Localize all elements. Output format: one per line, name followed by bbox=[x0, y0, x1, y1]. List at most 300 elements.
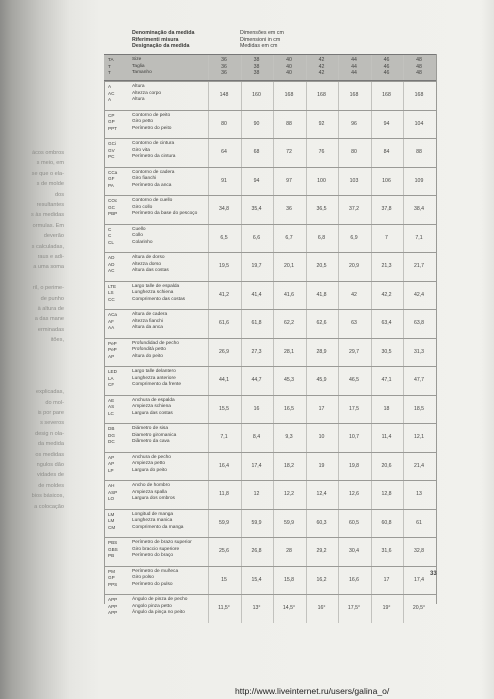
size-value: 44 bbox=[351, 70, 357, 77]
column-divider bbox=[403, 55, 404, 80]
column-divider bbox=[371, 424, 372, 452]
measurement-value: 6,6 bbox=[252, 234, 261, 241]
column-divider bbox=[208, 253, 209, 281]
row-abbreviations bbox=[108, 170, 132, 190]
column-divider bbox=[273, 396, 274, 424]
column-divider bbox=[306, 196, 307, 224]
measurement-value: 19,8 bbox=[348, 462, 360, 469]
abbreviation: GP bbox=[108, 119, 115, 125]
abbreviation: A bbox=[108, 84, 112, 89]
abbreviation: GV bbox=[108, 147, 115, 153]
measurement-value: 27,3 bbox=[251, 348, 262, 355]
size-value: 44 bbox=[351, 57, 357, 63]
size-value: 38 bbox=[253, 57, 260, 63]
measure-name: Lunghezza schiena bbox=[132, 290, 174, 296]
measurement-value: 80 bbox=[221, 120, 227, 127]
column-divider bbox=[403, 396, 404, 424]
column-divider bbox=[208, 481, 209, 509]
margin-text-line: de punho bbox=[40, 295, 64, 302]
table-frame-right bbox=[436, 54, 437, 604]
measure-name: Altezza dorso bbox=[132, 261, 162, 267]
measure-name: Diâmetro da cava bbox=[132, 439, 170, 445]
column-divider bbox=[371, 481, 372, 509]
measurement-value: 28,1 bbox=[283, 348, 295, 355]
row-labels bbox=[132, 398, 206, 418]
measurement-row bbox=[104, 537, 436, 566]
measurement-value: 42,4 bbox=[413, 291, 425, 298]
column-divider bbox=[403, 139, 404, 167]
measurement-value: 96 bbox=[351, 120, 357, 127]
margin-text-line: a uma soma bbox=[33, 264, 64, 271]
measurement-value: 30,4 bbox=[348, 548, 360, 555]
row-labels bbox=[132, 227, 206, 247]
measurement-value: 18,2 bbox=[283, 462, 295, 469]
row-values bbox=[208, 82, 436, 110]
column-divider bbox=[338, 453, 339, 481]
measurement-value: 14,5° bbox=[282, 605, 296, 612]
measurement-value: 20,5° bbox=[412, 605, 426, 612]
measure-name: Angolo pinza petto bbox=[132, 603, 172, 609]
row-abbreviations bbox=[108, 84, 132, 104]
measure-name: Taglia bbox=[132, 63, 145, 69]
source-watermark: http://www.liveinternet.ru/users/galina_o/ bbox=[235, 686, 390, 696]
column-divider bbox=[208, 453, 209, 481]
measurement-value: 41,2 bbox=[218, 291, 230, 298]
column-divider bbox=[241, 55, 242, 80]
measurement-value: 45,9 bbox=[316, 377, 327, 384]
measure-name: Contorno de cintura bbox=[132, 141, 175, 146]
margin-text-line: ácos ombros bbox=[31, 150, 64, 156]
measurement-value: 17 bbox=[318, 405, 325, 412]
measurement-value: 97 bbox=[286, 177, 292, 184]
row-abbreviations bbox=[108, 312, 132, 332]
measurement-value: 88 bbox=[416, 149, 422, 156]
row-labels bbox=[132, 141, 206, 161]
measure-name: Ampiezza spalla bbox=[132, 489, 167, 495]
measurement-value: 15,4 bbox=[251, 576, 262, 583]
measure-name: Comprimento das costas bbox=[132, 296, 186, 302]
column-divider bbox=[241, 510, 242, 538]
row-values bbox=[208, 310, 436, 338]
abbreviation: T bbox=[108, 70, 111, 76]
measurement-value: 9,3 bbox=[285, 434, 293, 441]
column-divider bbox=[338, 396, 339, 424]
abbreviation: LC bbox=[108, 410, 114, 416]
column-divider bbox=[273, 55, 274, 80]
row-abbreviations bbox=[108, 426, 132, 446]
column-divider bbox=[273, 196, 274, 224]
measure-name: Altura de cadera bbox=[132, 312, 168, 317]
measurement-row bbox=[104, 452, 436, 481]
measure-name: Contorno de cadera bbox=[132, 169, 175, 175]
column-divider bbox=[338, 168, 339, 196]
measurement-value: 160 bbox=[252, 92, 261, 99]
abbreviation: AD bbox=[108, 261, 115, 267]
measure-name: Giro vita bbox=[132, 147, 150, 153]
measure-name: Largo talle de espalda bbox=[132, 283, 180, 289]
measurement-value: 19,7 bbox=[251, 263, 262, 270]
measurement-row bbox=[104, 423, 436, 452]
abbreviation: T bbox=[108, 63, 111, 69]
row-labels bbox=[132, 255, 206, 275]
abbreviation: CL bbox=[108, 239, 114, 245]
column-divider bbox=[241, 253, 242, 281]
measurement-value: 42 bbox=[351, 291, 357, 298]
measurement-row bbox=[104, 594, 436, 623]
row-abbreviations bbox=[108, 483, 132, 503]
column-divider bbox=[208, 367, 209, 395]
size-value: 38 bbox=[253, 63, 260, 70]
measurement-value: 13° bbox=[252, 605, 261, 612]
column-divider bbox=[338, 424, 339, 452]
size-value: 38 bbox=[253, 70, 260, 77]
column-divider bbox=[208, 111, 209, 139]
measurement-value: 21,7 bbox=[413, 263, 425, 270]
column-divider bbox=[241, 82, 242, 110]
column-divider bbox=[403, 82, 404, 110]
measurement-value: 46,5 bbox=[348, 377, 360, 384]
column-divider bbox=[371, 253, 372, 281]
row-labels bbox=[132, 198, 206, 218]
abbreviation: ASP bbox=[108, 489, 118, 495]
row-labels bbox=[132, 170, 206, 190]
column-divider bbox=[306, 538, 307, 566]
abbreviation: GCi bbox=[108, 141, 116, 146]
abbreviation: GC bbox=[108, 204, 115, 210]
measurement-value: 84 bbox=[383, 149, 390, 156]
measure-name: Collo bbox=[132, 233, 143, 239]
margin-text-line: desig n ola- bbox=[35, 430, 64, 437]
column-divider bbox=[306, 111, 307, 139]
measurement-value: 168 bbox=[284, 92, 294, 99]
size-value: 36 bbox=[221, 63, 227, 70]
abbreviation: ACa bbox=[108, 312, 117, 317]
row-values bbox=[208, 196, 436, 224]
measure-name: Size bbox=[132, 57, 142, 62]
column-divider bbox=[403, 481, 404, 509]
measurement-row bbox=[104, 338, 436, 367]
measurement-value: 64 bbox=[221, 149, 227, 156]
row-labels bbox=[132, 312, 206, 332]
row-abbreviations bbox=[108, 57, 132, 77]
measurement-value: 20,1 bbox=[283, 263, 295, 270]
measure-name: Giro braccio superiore bbox=[132, 546, 180, 552]
measurement-value: 11,4 bbox=[381, 434, 392, 441]
margin-text-line: de moldes bbox=[38, 482, 64, 489]
measurement-value: 36,5 bbox=[316, 206, 327, 213]
column-divider bbox=[371, 225, 372, 253]
column-divider bbox=[403, 310, 404, 338]
size-row bbox=[104, 54, 436, 81]
margin-text-line: da medida bbox=[37, 441, 64, 448]
measure-name: Ángulo de pinza de pecho bbox=[132, 597, 188, 602]
abbreviation: AC bbox=[108, 268, 115, 274]
column-divider bbox=[306, 139, 307, 167]
abbreviation: DC bbox=[108, 439, 115, 445]
row-labels bbox=[132, 483, 206, 503]
column-divider bbox=[338, 196, 339, 224]
row-values bbox=[208, 424, 436, 452]
column-divider bbox=[403, 168, 404, 196]
margin-text-line: resultantes bbox=[36, 202, 64, 208]
measure-name: Perímetro da cintura bbox=[132, 154, 176, 160]
measure-name: Lunghezza manica bbox=[132, 518, 173, 524]
measure-name: Ancho de hombro bbox=[132, 483, 170, 488]
measurement-value: 6,8 bbox=[317, 234, 326, 241]
row-values bbox=[208, 481, 436, 509]
measurement-value: 76 bbox=[318, 149, 325, 156]
column-divider bbox=[338, 538, 339, 566]
measurement-value: 21,3 bbox=[381, 263, 392, 270]
measure-name: Altura do peito bbox=[132, 353, 163, 359]
row-abbreviations bbox=[108, 512, 132, 532]
column-divider bbox=[338, 339, 339, 367]
header-dimensions-pt: Medidas em cm bbox=[240, 43, 278, 50]
column-divider bbox=[208, 567, 209, 595]
row-values bbox=[208, 168, 436, 196]
column-divider bbox=[403, 339, 404, 367]
measurement-value: 25,6 bbox=[218, 548, 230, 555]
measure-name: Ampiezza schiena bbox=[132, 404, 171, 410]
margin-text-line: a colocação bbox=[34, 503, 64, 510]
measurement-value: 17,5 bbox=[348, 405, 360, 412]
measurement-value: 59,9 bbox=[218, 519, 230, 526]
measurement-value: 45,3 bbox=[283, 377, 295, 384]
column-divider bbox=[371, 396, 372, 424]
column-divider bbox=[306, 55, 307, 80]
column-divider bbox=[241, 139, 242, 167]
column-divider bbox=[371, 168, 372, 196]
column-divider bbox=[273, 595, 274, 623]
abbreviation: LM bbox=[108, 511, 115, 517]
measurement-row bbox=[104, 138, 436, 167]
measurement-value: 11,8 bbox=[219, 491, 229, 498]
abbreviation: CM bbox=[108, 524, 116, 530]
measurement-table bbox=[104, 54, 436, 623]
measurement-value: 168 bbox=[317, 92, 326, 99]
measurement-value: 20,5 bbox=[316, 263, 327, 270]
margin-text-line: vidades de bbox=[36, 472, 64, 479]
column-divider bbox=[208, 595, 209, 623]
measurement-value: 6,5 bbox=[220, 234, 228, 241]
row-labels bbox=[132, 512, 206, 532]
abbreviation: AA bbox=[108, 325, 115, 331]
column-divider bbox=[241, 282, 242, 310]
measure-name: Perímetro de muñeca bbox=[132, 568, 179, 574]
measure-name: Largura das costas bbox=[132, 410, 173, 416]
abbreviation: AP bbox=[108, 461, 115, 467]
measurement-value: 94 bbox=[383, 120, 390, 127]
column-divider bbox=[273, 139, 274, 167]
column-divider bbox=[371, 111, 372, 139]
column-divider bbox=[208, 282, 209, 310]
column-divider bbox=[241, 424, 242, 452]
row-abbreviations bbox=[108, 455, 132, 475]
measurement-value: 63,4 bbox=[381, 320, 392, 327]
measurement-value: 94 bbox=[253, 177, 260, 184]
abbreviation: CF bbox=[108, 382, 115, 388]
measurement-value: 38,4 bbox=[413, 206, 425, 213]
measurement-value: 8,4 bbox=[252, 434, 261, 441]
abbreviation: PeP bbox=[108, 347, 117, 353]
abbreviation: LS bbox=[108, 290, 114, 296]
measurement-value: 80 bbox=[351, 149, 357, 156]
column-divider bbox=[338, 139, 339, 167]
abbreviation: PA bbox=[108, 182, 114, 188]
measure-name: Perímetro de brazo superior bbox=[132, 540, 192, 545]
column-divider bbox=[273, 538, 274, 566]
row-abbreviations bbox=[108, 540, 132, 560]
header-measure-it: Riferimenti misura bbox=[132, 36, 179, 43]
column-divider bbox=[273, 111, 274, 139]
measure-name: Anchura de espalda bbox=[132, 397, 175, 403]
measurement-value: 17,4 bbox=[251, 462, 262, 469]
column-divider bbox=[241, 339, 242, 367]
measurement-value: 31,6 bbox=[381, 548, 392, 555]
measurement-row bbox=[104, 309, 436, 338]
column-divider bbox=[306, 225, 307, 253]
measurement-value: 35,4 bbox=[251, 206, 262, 213]
column-divider bbox=[241, 538, 242, 566]
column-divider bbox=[371, 282, 372, 310]
size-value: 40 bbox=[286, 57, 292, 63]
column-divider bbox=[241, 196, 242, 224]
row-labels bbox=[132, 569, 206, 589]
measurement-value: 47,7 bbox=[413, 377, 425, 384]
column-divider bbox=[241, 111, 242, 139]
column-divider bbox=[403, 225, 404, 253]
row-values bbox=[208, 139, 436, 167]
margin-text-line: dos bbox=[54, 191, 64, 198]
column-divider bbox=[306, 510, 307, 538]
margin-text-line: erminadas bbox=[37, 326, 64, 333]
measurement-value: 16 bbox=[253, 405, 260, 412]
column-divider bbox=[273, 567, 274, 595]
column-divider bbox=[306, 424, 307, 452]
column-divider bbox=[371, 510, 372, 538]
measurement-value: 90 bbox=[253, 120, 260, 127]
column-divider bbox=[338, 510, 339, 538]
measure-name: Altura das costas bbox=[132, 268, 169, 274]
measure-name: Altura da anca bbox=[132, 325, 163, 331]
size-value: 40 bbox=[286, 63, 292, 70]
measurement-value: 62,6 bbox=[316, 320, 327, 327]
measure-name: Altura bbox=[132, 84, 145, 89]
abbreviation: CCa bbox=[108, 169, 118, 175]
margin-text-line: ngulos dão bbox=[36, 462, 64, 468]
header-dimensions-es: Dimensões em cm bbox=[240, 30, 284, 36]
measure-name: Anchura de pecho bbox=[132, 454, 171, 460]
abbreviation: PC bbox=[108, 154, 115, 160]
row-labels bbox=[132, 284, 206, 304]
measurement-value: 34,8 bbox=[218, 206, 230, 213]
column-divider bbox=[273, 339, 274, 367]
abbreviation: DG bbox=[108, 432, 115, 438]
column-divider bbox=[338, 253, 339, 281]
measurement-row bbox=[104, 395, 436, 424]
measurement-value: 28 bbox=[286, 548, 292, 555]
abbreviation: PBS bbox=[108, 540, 118, 545]
abbreviation: C bbox=[108, 233, 112, 239]
abbreviation: TA bbox=[108, 57, 114, 62]
size-value: 48 bbox=[416, 63, 422, 70]
measure-name: Ampiezza petto bbox=[132, 461, 166, 467]
column-divider bbox=[371, 538, 372, 566]
column-divider bbox=[403, 453, 404, 481]
measurement-value: 61 bbox=[416, 519, 422, 526]
abbreviation: LA bbox=[108, 375, 114, 381]
margin-text-line: raus e adi- bbox=[37, 254, 64, 260]
row-abbreviations bbox=[108, 255, 132, 275]
column-divider bbox=[241, 168, 242, 196]
abbreviation: PPS bbox=[108, 581, 118, 587]
margin-text-line: bios básicos, bbox=[31, 493, 64, 500]
abbreviation: A bbox=[108, 97, 112, 103]
measurement-value: 29,2 bbox=[316, 548, 327, 555]
margin-text-line: a das mane bbox=[34, 316, 64, 323]
column-divider bbox=[371, 339, 372, 367]
column-divider bbox=[241, 396, 242, 424]
abbreviation: AE bbox=[108, 397, 115, 403]
abbreviation: COc bbox=[108, 198, 118, 203]
abbreviation: LP bbox=[108, 467, 114, 473]
row-labels bbox=[132, 113, 206, 133]
margin-text-line: s calculadas, bbox=[31, 243, 64, 250]
measurement-value: 168 bbox=[414, 92, 424, 99]
measurement-value: 10,7 bbox=[348, 434, 360, 441]
abbreviation: CC bbox=[108, 296, 115, 302]
row-abbreviations bbox=[108, 369, 132, 389]
size-value: 42 bbox=[318, 70, 325, 77]
margin-text-line: do mol- bbox=[45, 399, 64, 406]
row-abbreviations bbox=[108, 113, 132, 133]
column-divider bbox=[306, 481, 307, 509]
measurement-value: 15,8 bbox=[283, 576, 295, 583]
column-divider bbox=[273, 367, 274, 395]
measure-name: Altura de dorso bbox=[132, 255, 165, 260]
measure-name: Altezza corpo bbox=[132, 90, 162, 96]
column-divider bbox=[403, 595, 404, 623]
column-divider bbox=[241, 367, 242, 395]
column-divider bbox=[403, 196, 404, 224]
row-values bbox=[208, 225, 436, 253]
size-value: 44 bbox=[351, 63, 357, 70]
measure-name: Largo talle delantero bbox=[132, 369, 176, 374]
margin-text-line: s de molde bbox=[36, 181, 64, 188]
measure-name: Giro collo bbox=[132, 204, 153, 210]
column-divider bbox=[208, 225, 209, 253]
column-divider bbox=[208, 396, 209, 424]
abbreviation: APP bbox=[108, 610, 118, 616]
header-measure-names bbox=[132, 30, 194, 50]
measurement-value: 47,1 bbox=[381, 377, 392, 384]
column-divider bbox=[208, 139, 209, 167]
measurement-value: 19,5 bbox=[218, 263, 230, 270]
measurement-value: 12,2 bbox=[283, 491, 295, 498]
column-divider bbox=[273, 82, 274, 110]
measurement-value: 12,8 bbox=[381, 491, 392, 498]
abbreviation: PeP bbox=[108, 340, 117, 346]
measurement-value: 12,1 bbox=[413, 434, 425, 441]
abbreviation: GBS bbox=[108, 546, 118, 552]
measurement-value: 168 bbox=[349, 92, 359, 99]
measure-name: Perímetro do peito bbox=[132, 125, 172, 131]
measure-name: Giro petto bbox=[132, 119, 154, 125]
measurement-value: 21,4 bbox=[413, 462, 425, 469]
measurement-value: 61,8 bbox=[251, 320, 262, 327]
measurement-value: 7 bbox=[385, 234, 388, 241]
measurement-value: 16,5 bbox=[283, 405, 295, 412]
